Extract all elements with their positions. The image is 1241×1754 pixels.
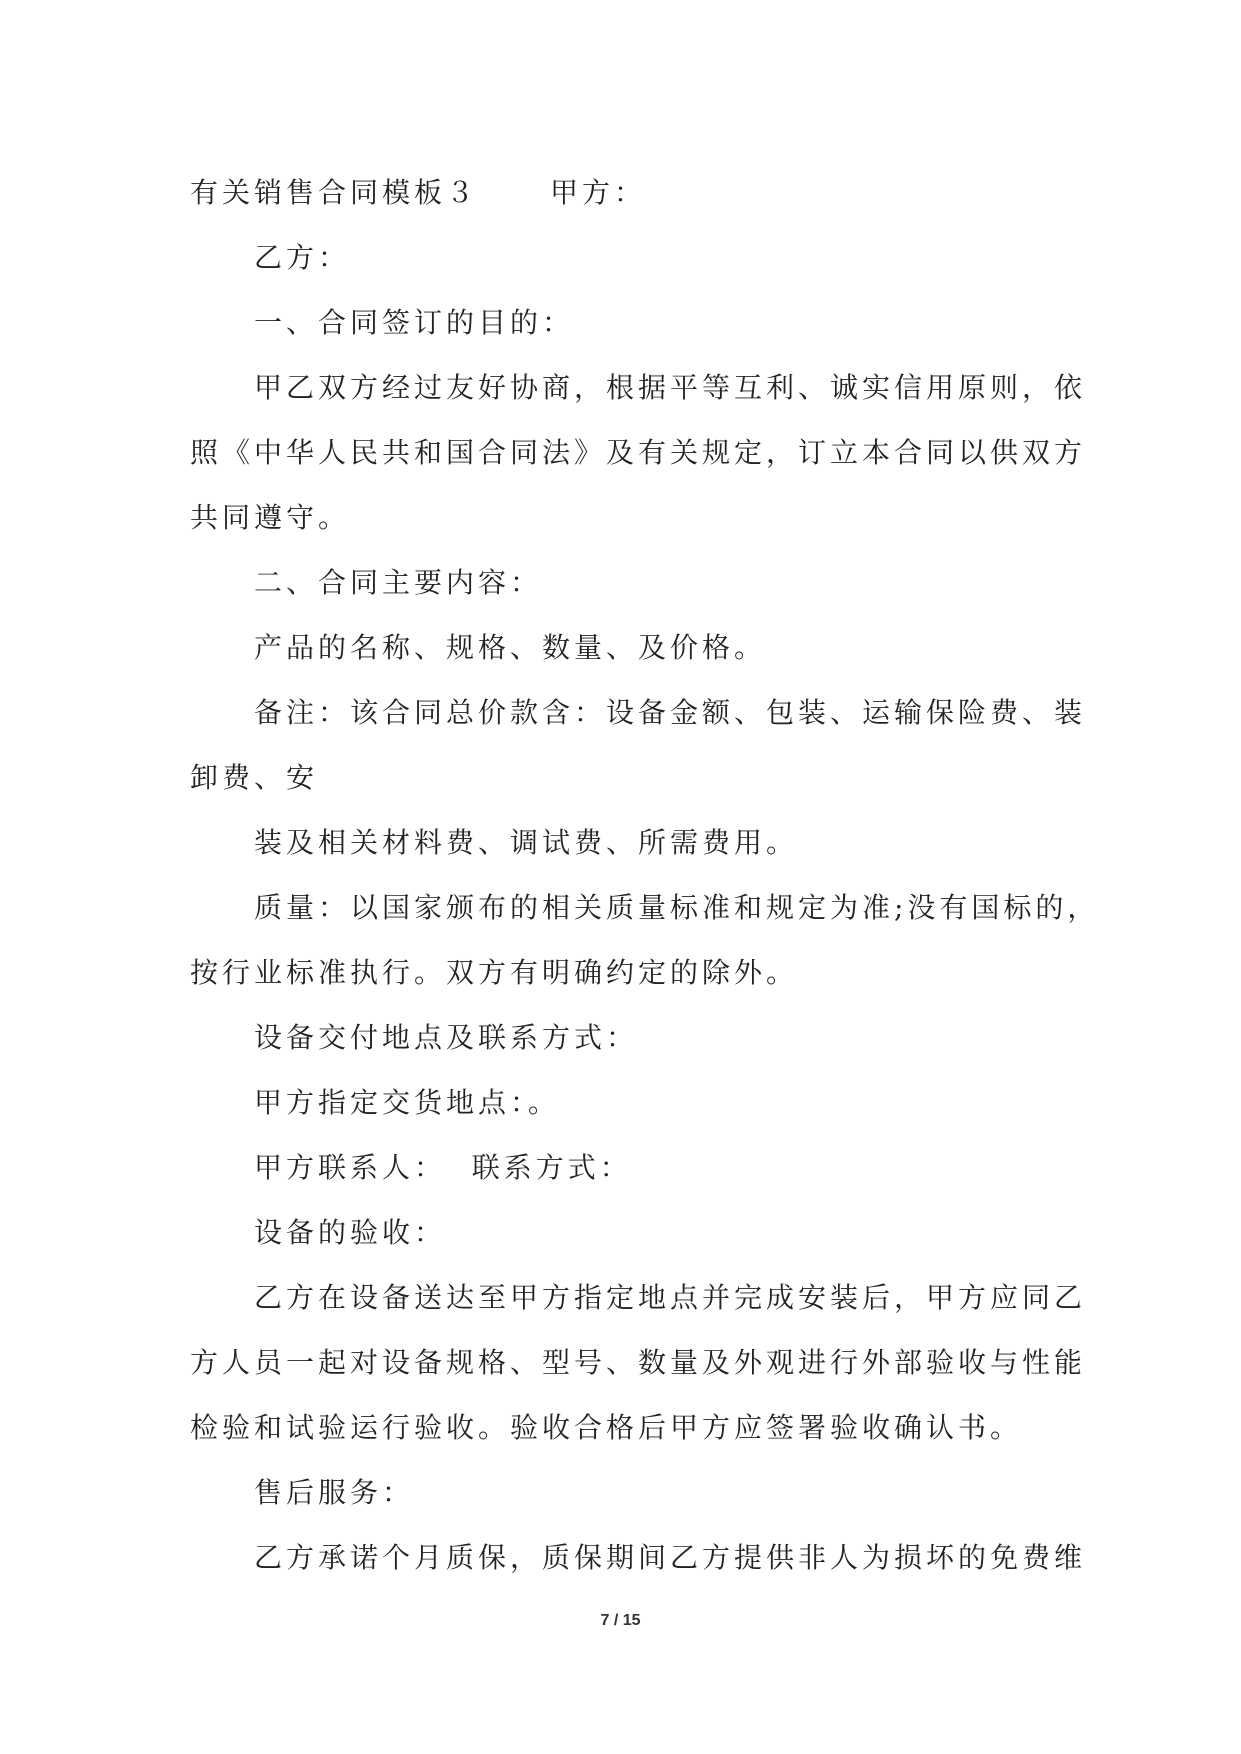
title-line [190,160,1070,225]
delivery-place: 甲方指定交货地点：。 [254,1086,561,1119]
party-b-label: 乙方： [254,241,351,274]
paragraph-line: 方人员一起对设备规格、型号、数量及外观进行外部验收与性能 [190,1346,1087,1379]
remark-continued: 装及相关材料费、调试费、所需费用。 [254,826,799,859]
delivery-heading: 设备交付地点及联系方式： [254,1021,639,1054]
paragraph-line: 照《中华人民共和国合同法》及有关规定，订立本合同以供双方 [190,436,1087,469]
quality-line: 质量：以国家颁布的相关质量标准和规定为准;没有国标的， [254,891,1100,924]
acceptance-heading: 设备的验收： [254,1216,447,1249]
contact-line: 甲方联系人： 联系方式： [254,1151,632,1184]
document-body [190,160,1100,1590]
paragraph-line: 乙方在设备送达至甲方指定地点并完成安装后，甲方应同乙 [254,1281,1087,1314]
paragraph-line: 甲乙双方经过友好协商，根据平等互利、诚实信用原则，依 [254,371,1087,404]
party-a-label: 甲方： [550,176,647,209]
section1-heading: 一、合同签订的目的： [254,306,575,339]
document-title: 有关销售合同模板３ [190,176,479,209]
paragraph-line: 检验和试验运行验收。验收合格后甲方应签署验收确认书。 [190,1411,1023,1444]
paragraph-line: 共同遵守。 [190,501,351,534]
page-number: 7 / 15 [600,1612,641,1629]
section2-heading: 二、合同主要内容： [254,566,543,599]
products-line: 产品的名称、规格、数量、及价格。 [254,631,767,664]
service-heading: 售后服务： [254,1476,415,1509]
quality-line: 按行业标准执行。双方有明确约定的除外。 [190,956,799,989]
remark-line: 卸费、安 [190,761,319,794]
service-line: 乙方承诺个月质保，质保期间乙方提供非人为损坏的免费维 [254,1541,1087,1574]
remark-line: 备注：该合同总价款含：设备金额、包装、运输保险费、装 [254,696,1087,729]
